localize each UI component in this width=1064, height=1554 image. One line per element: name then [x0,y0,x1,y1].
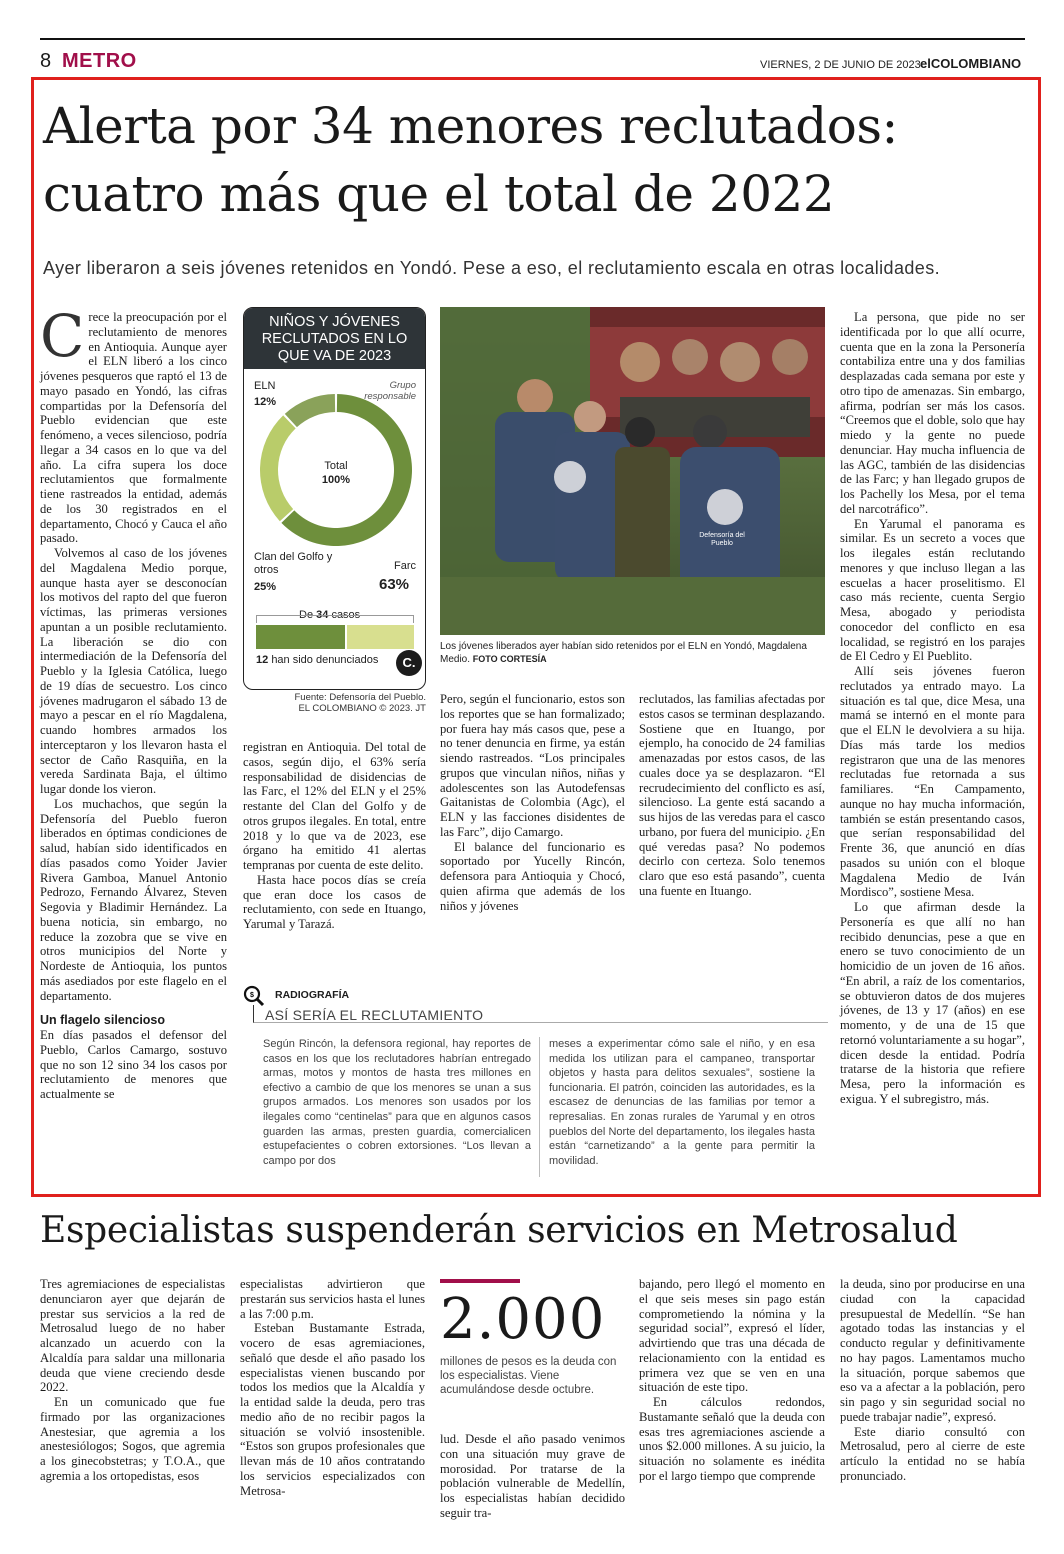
radiografia-divider [539,1037,540,1177]
radiografia-title: ASÍ SERÍA EL RECLUTAMIENTO [265,1007,484,1023]
story-column-5 [840,310,1025,1107]
paragraph: En Yarumal el panorama es similar. Es un secreto a voces que los ilegales están reclutando menores y que incluso llegan a las escuelas a hacer proselitismo. El caso más reciente, cuenta Sergio Mesa, abogado y periodista conocedor del conflicto en esa localidad, se registró en los parajes de El Cedro y El Pueblito. [840,516,1025,664]
story2-column-4 [639,1277,825,1484]
paragraph: En cálculos redondos, Bustamante señaló que la deuda con esas tres agremiaciones asciende a unos $2.000 millones. A su juicio, la situación no solamente es inédita por el largo tiempo que comprende [639,1395,825,1483]
paragraph: lud. Desde el año pasado venimos con una situación muy grave de morosidad. Por tratarse de la población vulnerable de Medellín, los especialistas habían decidido seguir tra- [440,1432,625,1520]
headline-line-1: Alerta por 34 menores reclutados: [43,97,898,155]
recruitment-infographic [243,307,426,690]
stat-accent-rule [440,1279,520,1283]
paragraph: El balance del funcionario es soportado por Yucelly Rincón, defensora para Antioquia y Chocó, quien afirma que además de los niños y jóvenes [440,839,625,913]
clan-value: 25% [254,581,277,593]
infographic-title: NIÑOS Y JÓVENES RECLUTADOS EN LO QUE VA DE 2023 [244,308,425,369]
vest-logo-text: Defensoría del Pueblo [699,532,745,547]
paragraph: Volvemos al caso de los jóvenes del Magdalena Medio porque, aunque hasta ayer se desconocían los motivos del rapto del que fueron víctimas, las primeras versiones apuntan a un posible reclutamiento. La liberación se dio con intermediación de la Defensoría del Pueblo y la Iglesia Católica, luego de 19 días de secuestro. Los cinco jóvenes madrugaron el sábado 13 de mayo a pescar en el río Magdalena, cuando hombres armados los interceptaron y los llevaron hasta el sector de Caño Rasquiña, en la vereda Sardinata Baja, el último lugar donde los vieron. [40,546,227,796]
radiografia-col-1: Según Rincón, la defensora regional, hay reportes de casos en los que los reclutadores habrían entregado armas, motos y montos de hasta tres millones en efectivo a cambio de que los menores se unan a sus grupos armados. Los menores son usados por los ilegales como “centinelas” para que en algunos casos guarden las armas, presten guardia, comercialicen estupefacientes o cobren extorsiones. “Los llevan a campo por dos [263,1038,531,1167]
story-column-2 [243,740,426,932]
donut-slice-eln [285,394,335,427]
story2-column-1 [40,1277,225,1484]
story-column-1 [40,302,227,1102]
radiografia-col-2: meses a experimentar cómo sale el niño, y en esa medida los utilizan para el campaneo, transportar objetos y hasta para delitos sexuales”, sostiene la funcionaria. El patrón, coinciden las autoridades, es la escasez de denuncias de las familias por temor a represalias. En zonas rurales de Yarumal y en otros pueblos del Norte del departamento, los ilegales hasta están “carnetizando” a la gente para permitir la movilidad. [549,1038,815,1167]
paragraph: Allí seis jóvenes fueron reclutados ya entrado mayo. La situación es tal que, dice Mesa, una mamá se internó en el monte para que el ELN le devolviera a su hija. Días más tarde los medios registraron que una de las menores reclutadas fue retornada a sus familiares. “En Campamento, aunque no hay mucha información, también se están presentando casos, que serían responsabilidad del Frente 36, que anunció en días pasados su unión con el bloque Magdalena Medio de Iván Mordisco”, sostiene Mesa. [840,664,1025,900]
donut-chart [256,390,416,550]
paragraph: la deuda, sino por producirse en una ciudad con la capacidad presupuestal de Medellín. “Se han agotado todas las instancias y el conducto regular y definitivamente no hay pagos. Lamentamos mucho la situación, porque sabemos que eso va a afectar a la población, pero sin pago y sin seguridad social no puede trabajar nadie”, expresó. [840,1277,1025,1424]
story-column-4 [639,692,825,899]
eln-label: ELN [254,380,276,392]
dropcap: C [40,302,85,370]
total-label: Total [324,460,348,472]
clan-label: Clan del Golfo y otros [254,551,333,576]
photo-illustration [440,307,825,635]
big-number-text: millones de pesos es la deuda con los especialistas. Viene acumulándose desde octubre. [440,1356,617,1396]
paragraph: Este diario consultó con Metrosalud, pero al cierre de este artículo la entidad no se había pronunciado. [840,1424,1025,1483]
paragraph: registran en Antioquia. Del total de casos, según dijo, el 63% sería responsabilidad de disidencias de las Farc, el 12% del ELN y el 25% restante del Clan del Golfo y de otros grupos ilegales. En total, entre 2018 y lo que va de 2023, ese órgano ha emitido 41 alertas tempranas por cuenta de este delito. [243,740,426,872]
subhead: Un flagelo silencioso [40,1013,166,1028]
story-column-3 [440,692,625,913]
paragraph: Crece la preocupación por el reclutamiento de menores en Antioquia. Aunque ayer el ELN liberó a los cinco jóvenes pesqueros que raptó el 13 de mayo pasado en Yondó, las cifras compartidas por la Defensoría del Pueblo evidencian que este fenómeno, a veces silencioso, podría llegar a 34 casos en lo que va del año. La cifra supera los doce reclutamientos que formalmente tiene rastreados la entidad, además de los 30 registrados en el departamento, Chocó y Cauca el año pasado. [40,302,227,546]
radiografia-kicker: RADIOGRAFÍA [275,989,350,1001]
total-value: 100% [321,474,351,486]
bar-remaining-segment [347,625,414,649]
denounced-label: 12 han sido denunciados [256,654,379,666]
section-name: METRO [62,50,137,72]
paragraph: reclutados, las familias afectadas por estos casos se terminan desplazando. Sostiene que en Ituango, por ejemplo, ha conocido de 24 familias amenazadas por estos casos, de las cuales doce ya se desplazaron. “El recrudecimiento del conflicto es así, silencioso. La gente está sacando a sus hijos de las veredas para el casco urbano, por fuera del municipio. ¿En qué veredas pasa? No podemos decirlo con certeza. Solo tenemos claro que eso está pasando”, cuenta una fuente en Ituango. [639,692,825,898]
farc-value: 63% [379,576,410,593]
paragraph: En días pasados el defensor del Pueblo, Carlos Camargo, sostuvo que no son 12 sino 34 los casos por reclutamiento de menores que actualmente se [40,1028,227,1101]
paragraph: Lo que afirman desde la Personería es que allí no han recibido denuncias, pese a que en enero se tuvo conocimiento de un homicidio de un joven de 16 años. “En abril, a raíz de los comentarios, se obtuvieron datos de dos mujeres jóvenes, de 13 y 17 (años) en ese momento, y de una de 15 que retornó voluntariamente a su hogar”, dicen desde la entidad. Podría tratarse de la historia que refiere Mesa, pero la información es exigua. Y el subregistro, más. [840,900,1025,1106]
paper-logo-icon: C. [396,650,422,676]
group-label: Grupo responsable [364,380,416,402]
eln-value: 12% [254,396,277,408]
paragraph: Pero, según el funcionario, estos son los reportes que se han formalizado; por fuera hay más casos que, pese a no tener denuncia en firme, ya están siendo rastreados. “Los principales grupos que vinculan niños, niñas y adolescentes son las Autodefensas Gaitanistas de Colombia (Agc), el ELN y las facciones disidentes de las Farc”, dijo Camargo. [440,692,625,839]
dateline: VIERNES, 2 DE JUNIO DE 2023 [760,59,921,71]
paragraph: Los muchachos, que según la Defensoría del Pueblo fueron liberados en óptimas condiciones de salud, habían sido identificados en días pasados como Yoider Javier Rivera Gamboa, Manuel Antonio Pedrozo, Fernando Álvarez, Steven Segovia y Bladimir Hernández. La buena noticia, sin embargo, no reduce la zozobra que se vive en otros municipios del Norte y Nordeste de Antioquia, los puntos más asediados por este flagelo en el departamento. [40,796,227,1003]
news-photo [440,307,825,635]
farc-label: Farc [394,560,416,572]
bar-denounced-segment [256,625,345,649]
photo-credit: FOTO CORTESÍA [472,654,547,664]
story2-column-5 [840,1277,1025,1484]
story2-headline: Especialistas suspenderán servicios en Metrosalud [40,1210,958,1251]
story-headline [43,92,1033,228]
donut-slice-clan-del-golfo-y-otros [260,415,296,521]
cases-bar-bracket [256,615,414,623]
big-number: 2.000 [440,1287,606,1352]
story2-column-2 [240,1277,425,1498]
paragraph: Esteban Bustamante Estrada, vocero de esas agremiaciones, señaló que desde el año pasado los especialistas vienen buscando por todos los medios que la Alcaldía y la entidad salde la deuda, pero tras medio año de no recibir pagos la situación se volvió insostenible. “Estos son grupos profesionales que llevan más de 10 años contratando los servicios especializados con Metrosa- [240,1321,425,1498]
radiografia-box [243,985,828,1185]
paragraph: Hasta hace pocos días se creía que eran doce los casos de reclutamiento, con sede en Ituango, Yarumal y Tarazá. [243,872,426,931]
paragraph: En un comunicado que fue firmado por las organizaciones Anestesiar, que agremia a los anestesiólogos; Sogos, que agremia a los ginecobstetras; y T.O.A., que agremia a los ortopedistas, esos [40,1395,225,1483]
story-deck: Ayer liberaron a seis jóvenes retenidos en Yondó. Pese a eso, el reclutamiento escala en otras localidades. [43,258,940,278]
paragraph: Tres agremiaciones de especialistas denunciaron ayer que dejarán de prestar sus servicios a la red de Metrosalud luego de no haber alcanzado un acuerdo con la Alcaldía para saldar una millonaria deuda que viene creciendo desde 2022. [40,1277,225,1395]
story2-column-3 [440,1432,625,1521]
cases-bar [256,625,414,649]
svg-text:$: $ [250,992,254,999]
paragraph: La persona, que pide no ser identificada por lo que allí ocurre, cuenta que en la zona la Personería contabiliza entre una y dos familias desplazadas cada semana por este y otro tipo de amenazas. Sin embargo, afirma, podrían ser más los casos. “Creemos que el doble, solo que hay miedo y la gente no puede denunciar. Hay mucha influencia de las AGC, también de las disidencias de las Farc; y han llegado grupos de los Pachelly los Mesa, por el tema del narcotráfico”. [840,310,1026,516]
photo-caption: Los jóvenes liberados ayer habían sido retenidos por el ELN en Yondó, Magdalena Medio. FOTO CORTESÍA [440,641,807,665]
headline-line-2: cuatro más que el total de 2022 [43,165,835,223]
graphic-source: Fuente: Defensoría del Pueblo. EL COLOMBIANO © 2023. JT [294,692,426,714]
paragraph: especialistas advirtieron que prestarán sus servicios hasta el lunes a las 7:00 p.m. [240,1277,425,1321]
paragraph: bajando, pero llegó el momento en el que seis meses sin pago están comprometiendo la nómina y la seguridad social”, expresó el líder, advirtiendo que tras una década de relacionamiento con la entidad es primera vez que se ven en una situación de este tipo. [639,1277,825,1395]
cases-bar-label: De 34 casos [296,609,363,621]
paper-name: elCOLOMBIANO [920,56,1022,71]
top-rule [40,38,1025,40]
page-number: 8 [40,50,52,72]
magnifier-icon [243,985,265,1007]
